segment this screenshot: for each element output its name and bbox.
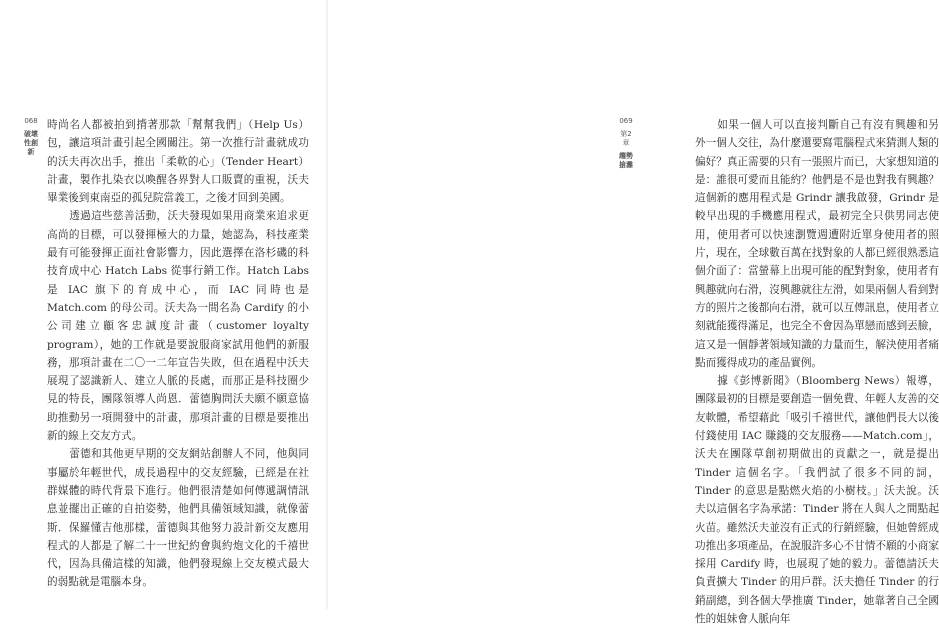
left-page xyxy=(0,0,327,609)
right-running-head: 趨勢搶灘 xyxy=(619,152,633,169)
right-body-text xyxy=(695,116,939,628)
left-page-number: 068 xyxy=(24,117,38,125)
left-margin-header xyxy=(23,117,39,157)
paragraph: 透過這些慈善活動，沃夫發現如果用商業來追求更高尚的目標，可以發揮極大的力量，她認為，科技產業最有可能發揮正面社會影響力，因此選擇在洛杉磯的科技育成中心 Hatch Labs 從事行銷工作。Hatch Labs 是 IAC 旗下的育成中心，而 IAC 同時也是 Match.com 的母公司。沃夫為一間名為 Cardify 的小公司建立顧客忠誠度計畫（customer loyalty program），她的工作就是要說服商家試用他們的新服務，那項計畫在二〇一二年宣告失敗，但在過程中沃夫展現了認識新人、建立人脈的長處，而那正是科技圈少見的特長，團隊領導人尚恩．蕾德胸問沃夫願不願意協助推動另一項開發中的計畫，那項計畫的目標是要推出新的線上交友方式。 xyxy=(47,210,309,443)
left-running-head: 破壞性創新 xyxy=(24,130,38,156)
paragraph: 蕾德和其他更早期的交友網站創辦人不同，他與同事屬於年輕世代，成長過程中的交友經驗，已經是在社群媒體的時代背景下進行。他們很清楚如何傳遞調情訊息並擺出正確的自拍姿勢，他們具備領域知識，就像蕾斯．保羅懂吉他那樣，蕾德與其他努力設計新交友應用程式的人都是了解二十一世紀約會與約炮文化的千禧世代，因為具備這樣的知識，他們發現線上交友模式最大的弱點就是電腦本身。 xyxy=(47,448,309,589)
paragraph: 據《彭博新聞》（Bloomberg News）報導，團隊最初的目標是要創造一個免費、年輕人友善的交友軟體，希望藉此「吸引千禧世代，讓他們長大以後付錢使用 IAC 賺錢的交友服務——Match.com」，沃夫在團隊草創初期做出的貢獻之一，就是提出 Tinder 這個名字。「我們試了很多不同的詞，Tinder 的意思是點燃火焰的小樹枝。」沃夫說。沃夫以這個名字為承諾：Tinder 將在人與人之間點起火苗。雖然沃夫並沒有正式的行銷經驗，但她曾經成功推出多項產品，在說服許多心不甘情不願的小商家採用 Cardify 時，也展現了她的毅力。蕾德請沃夫負責擴大 Tinder 的用戶群。沃夫擔任 Tinder 的行銷副總，到各個大學推廣 Tinder，她靠著自己全國性的姐妹會人脈向年 xyxy=(695,375,939,626)
right-margin-header xyxy=(618,117,634,170)
paragraph: 時尚名人都被拍到揹著那款「幫幫我們」（Help Us）包，讓這項計畫引起全國關注。第一次推行計畫就成功的沃夫再次出手，推出「柔軟的心」（Tender Heart）計畫，製作扎染衣以喚醒各界對人口販賣的重視，沃夫畢業後到東南亞的孤兒院當義工，之後才回到美國。 xyxy=(47,119,309,205)
paragraph: 如果一個人可以直接判斷自己有沒有興趣和另外一個人交往，為什麼還要寫電腦程式來猜測人類的偏好？真正需要的只有一張照片而已，大家想知道的是：誰很可愛而且能約？他們是不是也對我有興趣？這個新的應用程式是 Grindr 讓我啟發，Grindr 是較早出現的手機應用程式，最初完全只供男同志使用，使用者可以快速瀏覽週遭附近單身使用者的照片，現在，全球數百萬在找對象的人都已經很熟悉這個介面了：當螢幕上出現可能的配對對象，使用者有興趣就向右滑，沒興趣就往左滑，如果兩個人看到對方的照片之後都向右滑，就可以互傳訊息，使用者立刻就能獲得滿足，也完全不會因為單戀而感到丟臉，這又是一個靜著領域知識的力量而生，解決使用者痛點而獲得成功的產品實例。 xyxy=(695,119,939,369)
chapter-label: 第2章 xyxy=(620,130,632,147)
right-page xyxy=(328,0,939,626)
right-page-number: 069 xyxy=(619,117,633,125)
left-body-text xyxy=(47,116,309,592)
